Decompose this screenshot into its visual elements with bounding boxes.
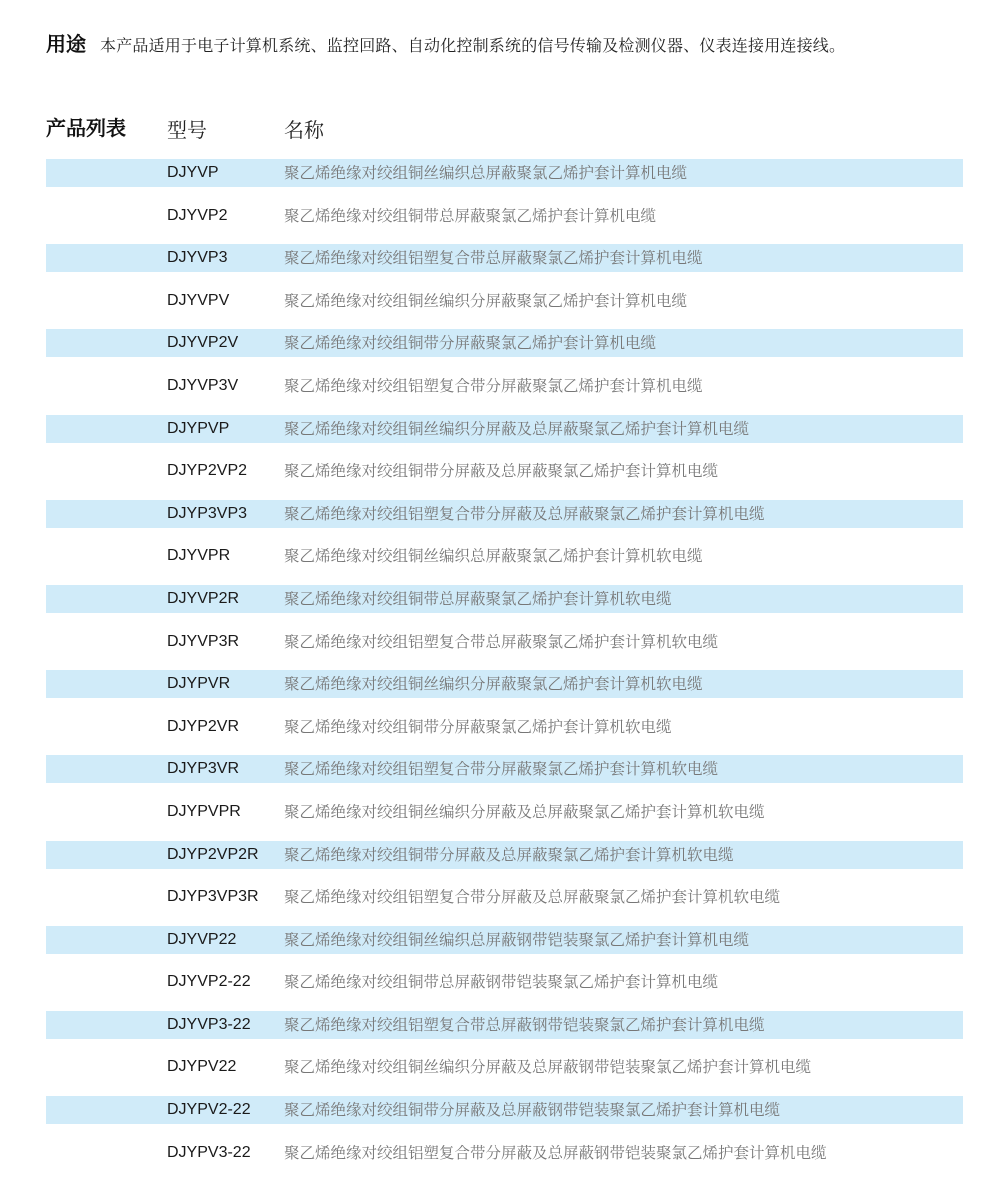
product-model: DJYVP3V [167,376,239,394]
product-model: DJYVPR [167,547,231,565]
product-name: 聚乙烯绝缘对绞组铜带分屏蔽及总屏蔽聚氯乙烯护套计算机软电缆 [284,845,734,864]
table-row [46,1096,963,1124]
product-model: DJYVP22 [167,930,237,948]
product-model: DJYP2VP2 [167,462,248,480]
table-row [46,244,963,272]
product-model: DJYPV22 [167,1058,237,1076]
usage-label: 用途 [46,32,86,56]
product-model: DJYPVP [167,419,230,437]
table-row [46,585,963,613]
column-header-name: 名称 [284,118,324,142]
usage-section [46,28,845,57]
product-name: 聚乙烯绝缘对绞组铝塑复合带分屏蔽及总屏蔽钢带铠装聚氯乙烯护套计算机电缆 [284,1143,827,1162]
product-model: DJYPV2-22 [167,1101,251,1119]
product-list [46,159,963,1181]
column-header-model: 型号 [167,118,207,142]
table-row [46,372,963,400]
product-model: DJYVP2R [167,589,240,607]
table-row [46,1139,963,1167]
table-row [46,329,963,357]
product-name: 聚乙烯绝缘对绞组铜带分屏蔽及总屏蔽钢带铠装聚氯乙烯护套计算机电缆 [284,1101,781,1120]
product-name: 聚乙烯绝缘对绞组铝塑复合带总屏蔽聚氯乙烯护套计算机电缆 [284,249,703,268]
product-name: 聚乙烯绝缘对绞组铝塑复合带分屏蔽聚氯乙烯护套计算机软电缆 [284,760,719,779]
product-model: DJYP3VP3 [167,504,248,522]
product-name: 聚乙烯绝缘对绞组铝塑复合带分屏蔽及总屏蔽聚氯乙烯护套计算机电缆 [284,504,765,523]
product-name: 聚乙烯绝缘对绞组铝塑复合带分屏蔽聚氯乙烯护套计算机电缆 [284,376,703,395]
table-row [46,542,963,570]
product-model: DJYP3VR [167,760,240,778]
table-row [46,755,963,783]
table-row [46,713,963,741]
product-name: 聚乙烯绝缘对绞组铜丝编织分屏蔽聚氯乙烯护套计算机软电缆 [284,675,703,694]
product-model: DJYVP3R [167,632,240,650]
product-list-title: 产品列表 [46,116,126,140]
product-model: DJYVP2-22 [167,973,251,991]
product-name: 聚乙烯绝缘对绞组铜丝编织总屏蔽聚氯乙烯护套计算机电缆 [284,164,688,182]
product-name: 聚乙烯绝缘对绞组铜丝编织分屏蔽及总屏蔽钢带铠装聚氯乙烯护套计算机电缆 [284,1058,812,1077]
table-row [46,457,963,485]
product-name: 聚乙烯绝缘对绞组铜带分屏蔽及总屏蔽聚氯乙烯护套计算机电缆 [284,462,719,481]
product-name: 聚乙烯绝缘对绞组铝塑复合带分屏蔽及总屏蔽聚氯乙烯护套计算机软电缆 [284,888,781,907]
product-model: DJYVP3 [167,249,228,267]
table-row [46,159,963,187]
product-name: 聚乙烯绝缘对绞组铜丝编织总屏蔽聚氯乙烯护套计算机软电缆 [284,547,703,566]
product-name: 聚乙烯绝缘对绞组铝塑复合带总屏蔽聚氯乙烯护套计算机软电缆 [284,632,719,651]
product-model: DJYVP2 [167,206,228,224]
table-row [46,883,963,911]
table-row [46,926,963,954]
product-model: DJYVP2V [167,334,239,352]
table-row [46,628,963,656]
product-model: DJYP2VR [167,717,240,735]
table-row [46,202,963,230]
product-model: DJYP3VP3R [167,888,259,906]
table-row [46,1053,963,1081]
table-row [46,1011,963,1039]
product-name: 聚乙烯绝缘对绞组铜带总屏蔽钢带铠装聚氯乙烯护套计算机电缆 [284,973,719,992]
product-model: DJYVPV [167,291,230,309]
product-model: DJYPV3-22 [167,1143,251,1161]
table-row [46,968,963,996]
product-name: 聚乙烯绝缘对绞组铜带分屏蔽聚氯乙烯护套计算机软电缆 [284,717,672,736]
product-name: 聚乙烯绝缘对绞组铜带分屏蔽聚氯乙烯护套计算机电缆 [284,334,657,353]
product-name: 聚乙烯绝缘对绞组铜丝编织分屏蔽及总屏蔽聚氯乙烯护套计算机电缆 [284,419,750,438]
product-model: DJYVP3-22 [167,1015,251,1033]
table-row [46,798,963,826]
product-name: 聚乙烯绝缘对绞组铜丝编织分屏蔽及总屏蔽聚氯乙烯护套计算机软电缆 [284,802,765,821]
usage-description: 本产品适用于电子计算机系统、监控回路、自动化控制系统的信号传输及检测仪器、仪表连接用连接线。 [100,36,846,55]
product-name: 聚乙烯绝缘对绞组铜丝编织分屏蔽聚氯乙烯护套计算机电缆 [284,291,688,310]
table-row [46,287,963,315]
table-row [46,500,963,528]
product-name: 聚乙烯绝缘对绞组铝塑复合带总屏蔽钢带铠装聚氯乙烯护套计算机电缆 [284,1015,765,1034]
product-list-header [46,112,963,146]
product-name: 聚乙烯绝缘对绞组铜带总屏蔽聚氯乙烯护套计算机软电缆 [284,589,672,608]
table-row [46,415,963,443]
product-model: DJYP2VP2R [167,845,259,863]
product-name: 聚乙烯绝缘对绞组铜带总屏蔽聚氯乙烯护套计算机电缆 [284,206,657,225]
product-model: DJYPVPR [167,802,241,820]
product-model: DJYVP [167,164,219,181]
table-row [46,670,963,698]
product-name: 聚乙烯绝缘对绞组铜丝编织总屏蔽钢带铠装聚氯乙烯护套计算机电缆 [284,930,750,949]
table-row [46,841,963,869]
product-model: DJYPVR [167,675,231,693]
